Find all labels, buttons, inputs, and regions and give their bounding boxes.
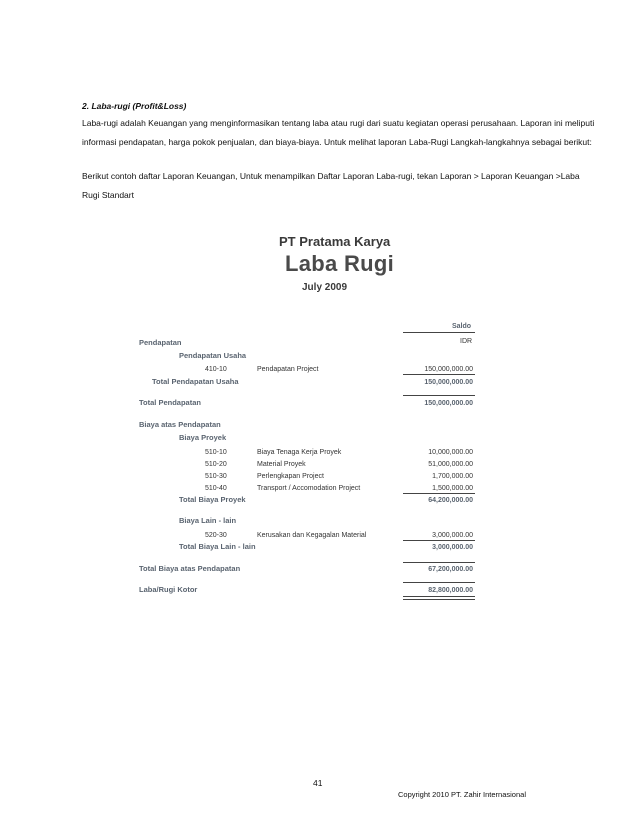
total-pendapatan-usaha-value: 150,000,000.00 — [424, 379, 473, 386]
total-biaya-lain-value: 3,000,000.00 — [432, 544, 473, 551]
paragraph-1-line-2: informasi pendapatan, harga pokok penjualan, dan biaya-biaya. Untuk melihat laporan Laba-Rugi Langkah-langkahnya sebagai berikut: — [82, 137, 592, 147]
account-code: 510-30 — [205, 473, 227, 480]
account-code: 510-10 — [205, 449, 227, 456]
total-pendapatan-value: 150,000,000.00 — [424, 400, 473, 407]
paragraph-2-line-2: Rugi Standart — [82, 190, 134, 200]
header-rule — [403, 332, 475, 333]
account-name: Perlengkapan Project — [257, 473, 324, 480]
grand-total-rule — [403, 596, 475, 600]
subtotal-rule — [403, 582, 475, 583]
section-heading: 2. Laba-rugi (Profit&Loss) — [82, 101, 187, 111]
group-biaya-lain: Biaya Lain - lain — [179, 516, 237, 525]
group-pendapatan: Pendapatan — [139, 338, 182, 347]
column-saldo-header: Saldo — [452, 323, 472, 330]
account-value: 3,000,000.00 — [432, 532, 473, 539]
account-value: 10,000,000.00 — [428, 449, 473, 456]
subtotal-rule — [403, 374, 475, 375]
page-number: 41 — [313, 778, 323, 788]
total-biaya-proyek-label: Total Biaya Proyek — [179, 495, 246, 504]
group-biaya-atas-pendapatan: Biaya atas Pendapatan — [139, 420, 221, 429]
total-pendapatan-label: Total Pendapatan — [139, 398, 201, 407]
subtotal-rule — [403, 493, 475, 494]
subtotal-rule — [403, 540, 475, 541]
account-code: 510-20 — [205, 461, 227, 468]
account-code: 520-30 — [205, 532, 227, 539]
laba-rugi-kotor-value: 82,800,000.00 — [428, 587, 473, 594]
total-biaya-proyek-value: 64,200,000.00 — [428, 497, 473, 504]
copyright-text: Copyright 2010 PT. Zahir Internasional — [398, 790, 526, 799]
group-biaya-proyek: Biaya Proyek — [179, 433, 227, 442]
account-name: Pendapatan Project — [257, 366, 319, 373]
paragraph-1-line-1: Laba-rugi adalah Keuangan yang menginformasikan tentang laba atau rugi dari suatu kegiatan operasi perusahaan. Laporan ini meliputi — [82, 118, 595, 128]
subtotal-rule — [403, 395, 475, 396]
report-period: July 2009 — [302, 282, 348, 293]
account-name: Transport / Accomodation Project — [257, 485, 361, 492]
total-biaya-lain-label: Total Biaya Lain - lain — [179, 542, 256, 551]
account-value: 150,000,000.00 — [424, 366, 473, 373]
account-value: 1,700,000.00 — [432, 473, 473, 480]
column-currency: IDR — [460, 338, 473, 345]
laba-rugi-kotor-label: Laba/Rugi Kotor — [139, 585, 198, 594]
total-biaya-atas-pendapatan-label: Total Biaya atas Pendapatan — [139, 564, 241, 573]
account-value: 1,500,000.00 — [432, 485, 473, 492]
account-name: Material Proyek — [257, 461, 306, 468]
subtotal-rule — [403, 562, 475, 563]
total-biaya-atas-pendapatan-value: 67,200,000.00 — [428, 566, 473, 573]
report-company: PT Pratama Karya — [279, 234, 391, 249]
group-pendapatan-usaha: Pendapatan Usaha — [179, 351, 247, 360]
account-name: Kerusakan dan Kegagalan Material — [257, 532, 367, 539]
account-code: 410-10 — [205, 366, 227, 373]
report-title: Laba Rugi — [285, 251, 395, 276]
account-value: 51,000,000.00 — [428, 461, 473, 468]
account-name: Biaya Tenaga Kerja Proyek — [257, 449, 342, 456]
account-code: 510-40 — [205, 485, 227, 492]
paragraph-2-line-1: Berikut contoh daftar Laporan Keuangan, Untuk menampilkan Daftar Laporan Laba-rugi, tekan Laporan > Laporan Keuangan >Laba — [82, 171, 580, 181]
total-pendapatan-usaha-label: Total Pendapatan Usaha — [152, 377, 239, 386]
